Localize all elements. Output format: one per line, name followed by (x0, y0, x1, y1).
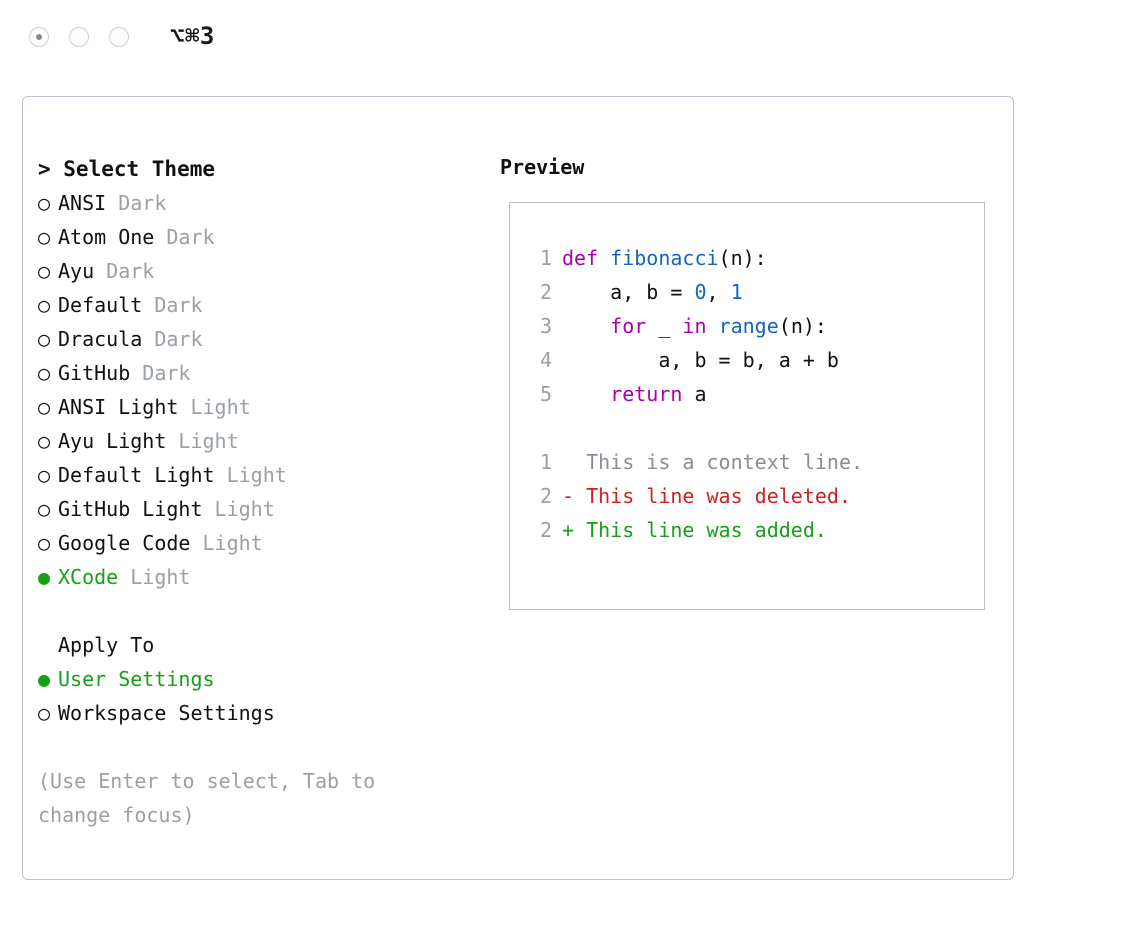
radio-unselected-icon: ○ (38, 293, 51, 317)
list-spacer (38, 594, 478, 628)
radio-unselected-icon: ○ (38, 361, 51, 385)
theme-variant: Light (166, 429, 239, 453)
code-token: (n): (778, 314, 827, 338)
theme-variant: Dark (106, 191, 167, 215)
theme-option[interactable] (38, 254, 478, 288)
theme-variant: Dark (154, 225, 215, 249)
code-token: 0 (694, 280, 707, 304)
apply-to-name: Workspace Settings (58, 701, 275, 725)
diff-text: This is a context line. (562, 450, 864, 474)
theme-option[interactable] (38, 560, 478, 594)
radio-unselected-icon: ○ (38, 429, 51, 453)
radio-unselected-icon: ○ (38, 531, 51, 555)
zoom-dot[interactable] (109, 27, 129, 47)
theme-option[interactable] (38, 356, 478, 390)
theme-variant: Light (190, 531, 263, 555)
diff-line (528, 445, 863, 479)
theme-name: Default (58, 293, 143, 317)
radio-unselected-icon: ○ (38, 225, 51, 249)
minimize-dot[interactable] (69, 27, 89, 47)
code-token: return (610, 382, 683, 406)
theme-variant: Light (202, 497, 275, 521)
diff-line (528, 513, 863, 547)
code-token: in (682, 314, 707, 338)
theme-name: GitHub Light (58, 497, 203, 521)
code-token: def (562, 246, 611, 270)
theme-name: Dracula (58, 327, 143, 351)
shortcut-label: ⌥⌘3 (170, 22, 215, 50)
radio-selected-icon: ● (38, 565, 51, 589)
line-number: 1 (539, 450, 552, 474)
theme-option[interactable] (38, 186, 478, 220)
theme-option[interactable] (38, 322, 478, 356)
theme-variant: Light (178, 395, 251, 419)
code-token: range (718, 314, 779, 338)
theme-variant: Light (118, 565, 191, 589)
theme-variant: Dark (142, 293, 203, 317)
radio-unselected-icon: ○ (38, 191, 51, 215)
radio-unselected-icon: ○ (38, 327, 51, 351)
code-line (528, 377, 863, 411)
theme-option[interactable] (38, 526, 478, 560)
theme-name: Default Light (58, 463, 215, 487)
code-token: (n): (718, 246, 767, 270)
preview-column (500, 152, 1000, 542)
theme-name: Atom One (58, 225, 155, 249)
code-line (528, 343, 863, 377)
line-number: 2 (539, 518, 552, 542)
theme-option[interactable] (38, 458, 478, 492)
line-number: 4 (539, 348, 552, 372)
apply-to-option[interactable] (38, 696, 478, 730)
keyboard-hint: (Use Enter to select, Tab to change focus) (38, 769, 388, 827)
code-token: a, b = b, a + b (562, 348, 839, 372)
theme-name: Ayu Light (58, 429, 167, 453)
apply-to-label: Apply To (58, 633, 155, 657)
line-number: 3 (539, 314, 552, 338)
code-token (562, 314, 610, 338)
theme-option[interactable] (38, 492, 478, 526)
code-line (528, 309, 863, 343)
theme-variant: Light (214, 463, 287, 487)
title-bar (0, 0, 1140, 76)
theme-name: Google Code (58, 531, 191, 555)
radio-unselected-icon: ○ (38, 395, 51, 419)
line-number: 2 (539, 280, 552, 304)
diff-text: - This line was deleted. (562, 484, 851, 508)
theme-name: ANSI (58, 191, 107, 215)
line-number: 5 (539, 382, 552, 406)
apply-to-option[interactable] (38, 662, 478, 696)
code-token: a, b = (562, 280, 695, 304)
theme-option[interactable] (38, 288, 478, 322)
code-token: , (706, 280, 731, 304)
code-token: a (682, 382, 707, 406)
apply-to-list (38, 662, 478, 730)
theme-option[interactable] (38, 390, 478, 424)
diff-text: + This line was added. (562, 518, 827, 542)
preview-title: Preview (500, 155, 585, 179)
apply-to-name: User Settings (58, 667, 215, 691)
theme-name: XCode (58, 565, 119, 589)
theme-name: ANSI Light (58, 395, 179, 419)
code-line (528, 241, 863, 275)
theme-name: GitHub (58, 361, 131, 385)
code-token: 1 (730, 280, 743, 304)
diff-line (528, 479, 863, 513)
radio-unselected-icon: ○ (38, 497, 51, 521)
theme-name: Ayu (58, 259, 95, 283)
code-token (707, 314, 719, 338)
code-line (528, 275, 863, 309)
radio-unselected-icon: ○ (38, 259, 51, 283)
theme-variant: Dark (94, 259, 155, 283)
radio-unselected-icon: ○ (38, 463, 51, 487)
theme-list (38, 186, 478, 594)
code-token: fibonacci (610, 246, 719, 270)
line-number: 1 (539, 246, 552, 270)
radio-selected-icon: ● (38, 667, 51, 691)
theme-variant: Dark (142, 327, 203, 351)
preview-box (509, 202, 985, 610)
theme-variant: Dark (130, 361, 191, 385)
code-token (562, 382, 610, 406)
line-number: 2 (539, 484, 552, 508)
code-token: for (610, 314, 647, 338)
theme-option[interactable] (38, 220, 478, 254)
theme-list-column (38, 152, 478, 832)
code-token: _ (646, 314, 683, 338)
theme-option[interactable] (38, 424, 478, 458)
code-sample (528, 241, 863, 547)
close-dot[interactable] (29, 27, 49, 47)
code-blank-line (528, 411, 863, 445)
radio-unselected-icon: ○ (38, 701, 51, 725)
page-title: > Select Theme (38, 157, 216, 181)
